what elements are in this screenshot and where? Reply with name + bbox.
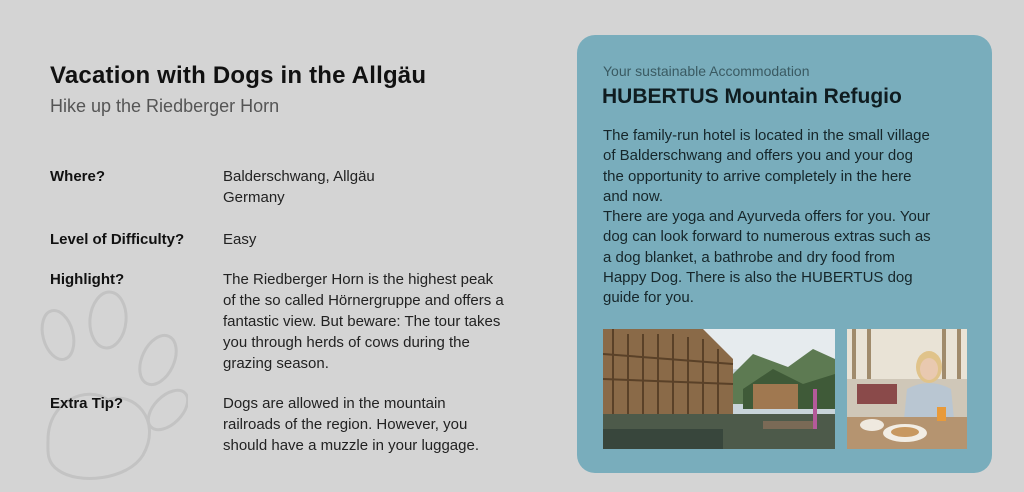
accommodation-name: HUBERTUS Mountain Refugio [602, 85, 902, 108]
detail-label: Extra Tip? [50, 395, 124, 412]
detail-value: Easy [223, 231, 257, 248]
detail-value: Dogs are allowed in the mountain railroads of the region. However, you should have a muzzle in your luggage. [223, 395, 479, 454]
detail-label: Level of Difficulty? [50, 231, 185, 248]
page-subtitle: Hike up the Riedberger Horn [50, 96, 280, 116]
detail-value: The Riedberger Horn is the highest peak of the so called Hörnergruppe and offers a fantastic view. But beware: The tour takes you through herds of cows during the grazing season. [223, 271, 504, 372]
detail-label: Highlight? [50, 271, 125, 288]
detail-label: Where? [50, 168, 106, 185]
hotel-exterior-photo [603, 329, 835, 449]
accommodation-description: The family-run hotel is located in the small village of Balderschwang and offers you and your dog the opportunity to arrive completely in the here and now. There are yoga and Ayurveda offers for you. Your dog can look forward to numerous extras such as a dog blanket, a bathrobe and dry food from Happy Dog. There is also the HUBERTUS dog guide for you. [603, 127, 931, 307]
paw-print-icon [18, 290, 188, 490]
detail-value: Balderschwang, Allgäu Germany [223, 168, 375, 206]
accommodation-eyebrow: Your sustainable Accommodation [603, 63, 810, 79]
intro-header [50, 62, 550, 117]
accommodation-card [577, 35, 992, 473]
guest-breakfast-photo [847, 329, 967, 449]
page-title: Vacation with Dogs in the Allgäu [50, 62, 427, 89]
